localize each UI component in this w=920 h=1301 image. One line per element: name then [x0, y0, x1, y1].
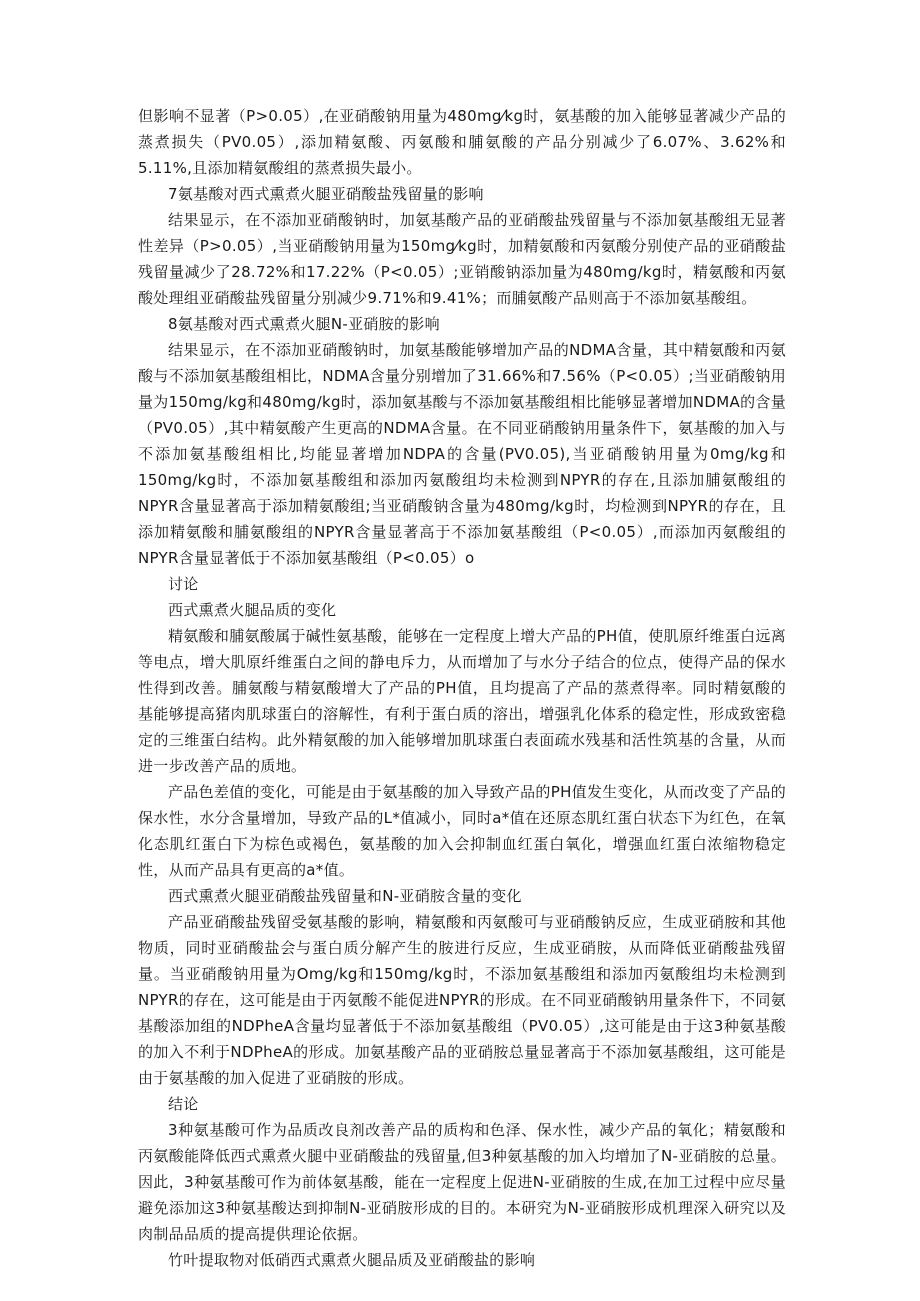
paragraph-continued: 但影响不显著（P>0.05）,在亚硝酸钠用量为480mg⁄kg时，氨基酸的加入能够显著减少产品的蒸煮损失（PV0.05）,添加精氨酸、丙氨酸和脯氨酸的产品分别减少了6.07%、3.62%和5.11%,且添加精氨酸组的蒸煮损失最小。: [138, 107, 786, 177]
section-heading: 竹叶提取物对低硝西式熏煮火腿品质及亚硝酸盐的影响: [168, 1251, 536, 1269]
section-heading: 8氨基酸对西式熏煮火腿N-亚硝胺的影响: [168, 315, 440, 333]
section-heading: 西式熏煮火腿亚硝酸盐残留量和N-亚硝胺含量的变化: [168, 887, 522, 905]
paragraph: 精氨酸和脯氨酸属于碱性氨基酸，能够在一定程度上增大产品的PH值，使肌原纤维蛋白远离等电点，增大肌原纤维蛋白之间的静电斥力，从而增加了与水分子结合的位点，使得产品的保水性得到改善。脯氨酸与精氨酸增大了产品的PH值，且均提高了产品的蒸煮得率。同时精氨酸的基能够提高猪肉肌球蛋白的溶解性，有利于蛋白质的溶出，增强乳化体系的稳定性，形成致密稳定的三维蛋白结构。此外精氨酸的加入能够增加肌球蛋白表面疏水残基和活性筑基的含量，从而进一步改善产品的质地。: [138, 627, 786, 775]
paragraph: 结果显示，在不添加亚硝酸钠时，加氨基酸产品的亚硝酸盐残留量与不添加氨基酸组无显著性差异（P>0.05）,当亚硝酸钠用量为150mg⁄kg时，加精氨酸和丙氨酸分别使产品的亚硝酸盐残留量减少了28.72%和17.22%（P<0.05）;亚销酸钠添加量为480mg/kg时，精氨酸和丙氨酸处理组亚硝酸盐残留量分别减少9.71%和9.41%；而脯氨酸产品则高于不添加氨基酸组。: [138, 211, 786, 307]
section-heading: 讨论: [168, 575, 199, 593]
section-heading: 西式熏煮火腿品质的变化: [168, 601, 337, 619]
section-heading: 7氨基酸对西式熏煮火腿亚硝酸盐残留量的影响: [168, 185, 484, 203]
paragraph: 结果显示，在不添加亚硝酸钠时，加氨基酸能够增加产品的NDMA含量，其中精氨酸和丙氨酸与不添加氨基酸组相比，NDMA含量分别增加了31.66%和7.56%（P<0.05）;当亚硝酸钠用量为150mg/kg和480mg/kg时，添加氨基酸与不添加氨基酸组相比能够显著增加NDMA的含量（PV0.05）,其中精氨酸产生更高的NDMA含量。在不同亚硝酸钠用量条件下，氨基酸的加入与不添加氨基酸组相比,均能显著增加NDPA的含量(PV0.05),当亚硝酸钠用量为0mg/kg和150mg/kg时，不添加氨基酸组和添加丙氨酸组均未检测到NPYR的存在,且添加脯氨酸组的NPYR含量显著高于添加精氨酸组;当亚硝酸钠含量为480mg/kg时，均检测到NPYR的存在，且添加精氨酸和脯氨酸组的NPYR含量显著高于不添加氨基酸组（P<0.05）,而添加丙氨酸组的NPYR含量显著低于不添加氨基酸组（P<0.05）o: [138, 341, 786, 567]
paragraph: 3种氨基酸可作为品质改良剂改善产品的质构和色泽、保水性，减少产品的氧化；精氨酸和丙氨酸能降低西式熏煮火腿中亚硝酸盐的残留量,但3种氨基酸的加入均增加了N-亚硝胺的总量。因此，3种氨基酸可作为前体氨基酸，能在一定程度上促进N-亚硝胺的生成,在加工过程中应尽量避免添加这3种氨基酸达到抑制N-亚硝胺形成的目的。本研究为N-亚硝胺形成机理深入研究以及肉制品品质的提高提供理论依据。: [138, 1121, 786, 1243]
paragraph: 产品亚硝酸盐残留受氨基酸的影响，精氨酸和丙氨酸可与亚硝酸钠反应，生成亚硝胺和其他物质，同时亚硝酸盐会与蛋白质分解产生的胺进行反应，生成亚硝胺，从而降低亚硝酸盐残留量。当亚硝酸钠用量为Omg/kg和150mg/kg时，不添加氨基酸组和添加丙氨酸组均未检测到NPYR的存在，这可能是由于丙氨酸不能促进NPYR的形成。在不同亚硝酸钠用量条件下，不同氨基酸添加组的NDPheA含量均显著低于不添加氨基酸组（PV0.05）,这可能是由于这3种氨基酸的加入不利于NDPheA的形成。加氨基酸产品的亚硝胺总量显著高于不添加氨基酸组，这可能是由于氨基酸的加入促进了亚硝胺的形成。: [138, 913, 786, 1087]
paragraph: 产品色差值的变化，可能是由于氨基酸的加入导致产品的PH值发生变化，从而改变了产品的保水性，水分含量增加，导致产品的L*值减小，同时a*值在还原态肌红蛋白状态下为红色，在氧化态肌红蛋白下为棕色或褐色，氨基酸的加入会抑制血红蛋白氧化，增强血红蛋白浓缩物稳定性，从而产品具有更高的a*值。: [138, 783, 786, 879]
document-body: [138, 103, 786, 1273]
section-heading: 结论: [168, 1095, 199, 1113]
